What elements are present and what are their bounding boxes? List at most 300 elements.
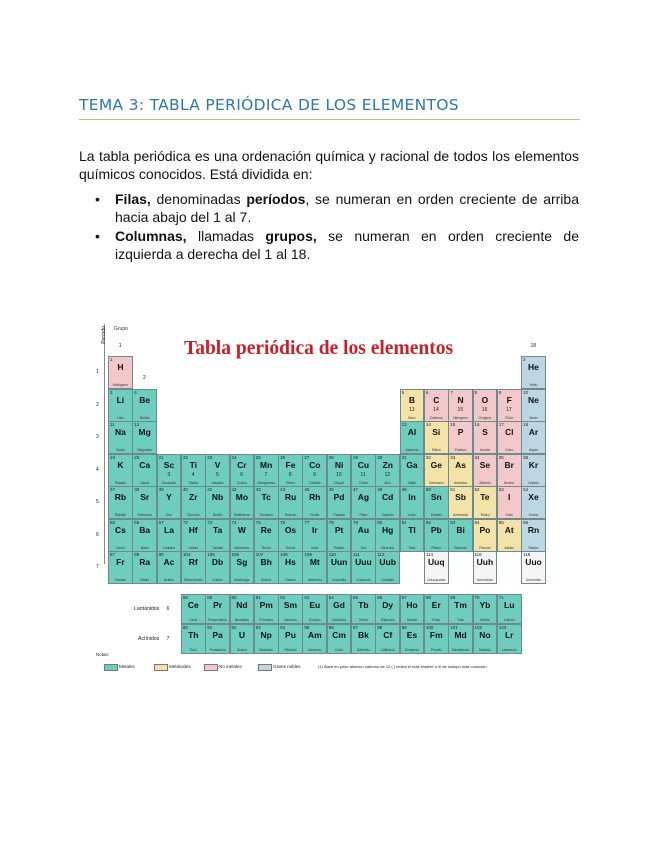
element-name: Escandio bbox=[162, 480, 176, 485]
element-symbol: Po bbox=[479, 524, 491, 535]
element-symbol: Sb bbox=[455, 492, 467, 502]
element-name: Rutherfordio bbox=[183, 578, 203, 582]
element-symbol: Li bbox=[116, 394, 125, 405]
group-number: 17 bbox=[506, 407, 512, 413]
element-cell-rf bbox=[181, 551, 206, 584]
element-cell-o bbox=[473, 389, 498, 422]
element-cell-bk bbox=[351, 624, 376, 655]
element-name: Cromo bbox=[236, 480, 247, 485]
element-symbol: Ru bbox=[284, 492, 297, 502]
element-cell-os bbox=[278, 519, 303, 552]
atomic-number: 109 bbox=[304, 552, 312, 557]
atomic-number: 27 bbox=[304, 454, 310, 460]
element-cell-ag bbox=[351, 486, 376, 519]
element-name: Silicio bbox=[431, 448, 441, 452]
element-symbol: Nb bbox=[211, 492, 224, 502]
element-cell-uuh bbox=[473, 551, 498, 584]
element-cell-in bbox=[400, 486, 425, 519]
element-cell-no bbox=[473, 624, 498, 655]
atomic-number: 38 bbox=[134, 487, 140, 492]
element-cell-tl bbox=[400, 519, 425, 552]
element-name: Flúor bbox=[505, 415, 514, 420]
element-name: Fermio bbox=[431, 648, 442, 652]
element-symbol: Co bbox=[309, 459, 321, 470]
atomic-number: 87 bbox=[110, 552, 116, 557]
atomic-number: 18 bbox=[523, 422, 529, 427]
element-cell-ce bbox=[181, 594, 206, 625]
element-name: Paladio bbox=[333, 513, 345, 517]
atomic-number: 37 bbox=[110, 487, 116, 492]
legend-nonmetal: No metales bbox=[219, 664, 242, 669]
element-symbol: Lu bbox=[504, 599, 515, 610]
element-symbol: I bbox=[508, 492, 511, 502]
atomic-number: 45 bbox=[304, 487, 310, 492]
element-cell-tm bbox=[448, 594, 473, 625]
element-symbol: Uuo bbox=[525, 557, 542, 567]
element-name: Uranio bbox=[236, 648, 247, 652]
bullet-bold: grupos, bbox=[265, 228, 317, 244]
element-symbol: Bi bbox=[456, 524, 465, 535]
element-cell-xe bbox=[521, 486, 546, 519]
group-number: 3 bbox=[167, 472, 171, 478]
atomic-number: 35 bbox=[498, 454, 504, 460]
element-cell-sg bbox=[230, 551, 255, 584]
element-name: Ununbio bbox=[381, 578, 395, 582]
atomic-number: 91 bbox=[207, 624, 213, 630]
element-cell-sc bbox=[157, 454, 182, 487]
element-name: Samario bbox=[284, 618, 297, 622]
page-title: TEMA 3: TABLA PERIÓDICA DE LOS ELEMENTOS bbox=[79, 96, 459, 114]
element-cell-s bbox=[473, 421, 498, 454]
atomic-number: 17 bbox=[498, 422, 504, 427]
element-name: Praseodimio bbox=[208, 618, 228, 622]
element-name: Rutenio bbox=[284, 513, 297, 517]
element-name: Tecnecio bbox=[259, 513, 273, 517]
element-name: Lantano bbox=[162, 545, 176, 550]
element-symbol: Os bbox=[284, 524, 297, 535]
element-symbol: Au bbox=[357, 524, 370, 535]
element-cell-uuq bbox=[424, 551, 449, 584]
element-name: Aluminio bbox=[405, 448, 419, 452]
element-symbol: Cm bbox=[332, 629, 346, 640]
element-name: Francio bbox=[114, 578, 127, 582]
bullet-text: , se numeran en orden creciente de arriba hacia abajo del 1 al 7. bbox=[115, 191, 579, 225]
atomic-number: 2 bbox=[523, 357, 526, 362]
element-name: Iridio bbox=[311, 545, 319, 550]
element-symbol: Mg bbox=[138, 427, 151, 437]
element-name: Cerio bbox=[189, 618, 198, 622]
element-symbol: La bbox=[164, 524, 174, 535]
element-name: Rubidio bbox=[114, 513, 127, 517]
element-cell-cf bbox=[375, 624, 400, 655]
element-name: Iterbio bbox=[480, 618, 490, 622]
element-symbol: Mo bbox=[235, 492, 249, 502]
element-symbol: Bk bbox=[357, 629, 369, 640]
element-name: Torio bbox=[189, 648, 197, 652]
atomic-number: 4 bbox=[134, 389, 137, 395]
element-symbol: Pm bbox=[259, 599, 273, 610]
element-cell-cr bbox=[230, 454, 255, 487]
atomic-number: 75 bbox=[255, 519, 261, 525]
element-symbol: Pr bbox=[213, 599, 223, 610]
element-symbol: Re bbox=[260, 524, 272, 535]
atomic-number: 61 bbox=[255, 594, 261, 600]
element-name: Yodo bbox=[505, 513, 513, 517]
element-symbol: W bbox=[237, 524, 246, 535]
element-symbol: Db bbox=[211, 557, 224, 567]
atomic-number: 104 bbox=[182, 552, 191, 557]
atomic-number: 62 bbox=[280, 594, 286, 600]
atomic-number: 26 bbox=[280, 454, 286, 460]
table-footnote: (1) Base en peso atómico carbono de 12 ( ) indica el más estable o el de isótopo más conocido. bbox=[318, 664, 488, 669]
element-symbol: Nd bbox=[236, 599, 248, 610]
element-name: Seaborgio bbox=[234, 578, 250, 582]
element-symbol: No bbox=[479, 629, 491, 640]
element-name: Oro bbox=[360, 545, 367, 550]
element-symbol: Hs bbox=[285, 557, 296, 567]
element-cell-u bbox=[230, 624, 255, 655]
element-name: Xenón bbox=[528, 513, 539, 517]
atomic-number: 16 bbox=[474, 422, 480, 427]
element-symbol: Es bbox=[406, 629, 418, 640]
element-cell-n bbox=[448, 389, 473, 422]
atomic-number: 92 bbox=[231, 624, 237, 630]
element-name: Astato bbox=[504, 545, 514, 550]
element-cell-th bbox=[181, 624, 206, 655]
atomic-number: 64 bbox=[328, 594, 334, 600]
element-symbol: Cr bbox=[237, 459, 247, 470]
bullet-text: llamadas bbox=[186, 228, 266, 244]
atomic-number: 10 bbox=[523, 389, 529, 395]
atomic-number: 80 bbox=[377, 519, 383, 525]
element-cell-ra bbox=[132, 551, 157, 584]
atomic-number: 23 bbox=[207, 454, 213, 460]
element-name: Berilio bbox=[139, 415, 150, 420]
element-name: Ununquadio bbox=[427, 578, 446, 582]
atomic-number: 85 bbox=[498, 519, 504, 525]
atomic-number: 94 bbox=[280, 624, 286, 630]
element-name: Erbio bbox=[432, 618, 441, 622]
atomic-number: 73 bbox=[207, 519, 213, 525]
list-item bbox=[79, 228, 579, 263]
element-symbol: V bbox=[214, 459, 221, 470]
element-name: Mercurio bbox=[381, 545, 395, 550]
element-cell-ge bbox=[424, 454, 449, 487]
atomic-number: 68 bbox=[425, 594, 431, 600]
atomic-number: 24 bbox=[231, 454, 237, 460]
element-symbol: H bbox=[117, 362, 124, 372]
element-cell-er bbox=[424, 594, 449, 625]
element-symbol: Uuq bbox=[428, 557, 445, 567]
element-cell-rb bbox=[108, 486, 133, 519]
element-symbol: Ir bbox=[311, 524, 318, 535]
element-name: Oxígeno bbox=[478, 415, 492, 420]
element-cell-mn bbox=[254, 454, 279, 487]
atomic-number: 8 bbox=[474, 389, 478, 395]
element-name: Titanio bbox=[188, 480, 199, 485]
element-name: Plomo bbox=[431, 545, 442, 550]
element-symbol: Yb bbox=[479, 599, 491, 610]
atomic-number: 59 bbox=[207, 594, 213, 600]
element-cell-au bbox=[351, 519, 376, 552]
element-name: Terbio bbox=[358, 618, 369, 622]
group-number: 9 bbox=[313, 472, 316, 478]
element-symbol: Pa bbox=[212, 629, 223, 640]
group-number: 8 bbox=[288, 472, 292, 478]
element-symbol: Uub bbox=[379, 557, 396, 567]
atomic-number: 112 bbox=[377, 552, 385, 557]
bullet-text: se numeran en orden creciente de izquierda a derecha del 1 al 18. bbox=[115, 228, 579, 262]
element-cell-p bbox=[448, 421, 473, 454]
atomic-number: 43 bbox=[255, 487, 261, 492]
element-cell-y bbox=[157, 486, 182, 519]
element-cell-ho bbox=[400, 594, 425, 625]
element-symbol: Hg bbox=[382, 524, 394, 535]
element-name: Californio bbox=[380, 648, 395, 652]
atomic-number: 88 bbox=[134, 552, 140, 557]
element-name: Magnesio bbox=[137, 448, 153, 452]
atomic-number: 1 bbox=[110, 357, 113, 362]
atomic-number: 49 bbox=[401, 487, 407, 492]
element-name: Ununhexio bbox=[476, 578, 493, 582]
atomic-number: 84 bbox=[474, 519, 480, 525]
element-name: Gadolinio bbox=[331, 618, 347, 622]
element-name: Circonio bbox=[187, 513, 200, 517]
atomic-number: 93 bbox=[255, 624, 261, 630]
element-symbol: Ac bbox=[163, 557, 175, 567]
element-symbol: Ca bbox=[139, 459, 151, 470]
element-name: Hidrógeno bbox=[112, 383, 129, 387]
atomic-number: 105 bbox=[207, 552, 215, 557]
element-name: Neodimio bbox=[234, 618, 250, 622]
element-cell-i bbox=[497, 486, 522, 519]
element-symbol: Uun bbox=[330, 557, 348, 567]
element-symbol: Cs bbox=[114, 524, 126, 535]
element-cell-uuu bbox=[351, 551, 376, 584]
element-symbol: F bbox=[506, 394, 512, 405]
bullet-text: denominadas bbox=[150, 191, 247, 207]
element-cell-al bbox=[400, 421, 425, 454]
element-name: Bismuto bbox=[454, 545, 467, 550]
element-cell-sr bbox=[132, 486, 157, 519]
element-name: Níquel bbox=[334, 480, 344, 485]
period-number: 6 bbox=[166, 605, 170, 612]
period-number: 6 bbox=[96, 531, 99, 538]
element-cell-uun bbox=[327, 551, 352, 584]
element-symbol: Fe bbox=[285, 459, 296, 470]
element-name: Radio bbox=[140, 578, 150, 582]
element-cell-na bbox=[108, 421, 133, 454]
title-underline bbox=[79, 119, 580, 120]
periodo-label: Período bbox=[100, 326, 107, 344]
legend-metal: Metales bbox=[119, 664, 135, 669]
atomic-number: 108 bbox=[280, 552, 288, 557]
element-symbol: Be bbox=[139, 394, 151, 405]
element-symbol: He bbox=[528, 362, 539, 372]
element-symbol: Ge bbox=[430, 459, 442, 470]
periodic-table-title: Tabla periódica de los elementos bbox=[184, 338, 454, 359]
element-name: Hassio bbox=[285, 578, 296, 582]
element-name: Prometio bbox=[259, 618, 273, 622]
element-symbol: Fm bbox=[429, 629, 443, 640]
element-cell-pa bbox=[205, 624, 230, 655]
element-cell-gd bbox=[327, 594, 352, 625]
element-name: Laurencio bbox=[501, 648, 517, 652]
element-cell-mo bbox=[230, 486, 255, 519]
atomic-number: 76 bbox=[280, 519, 286, 525]
element-symbol: Cu bbox=[357, 459, 370, 470]
atomic-number: 78 bbox=[328, 519, 334, 525]
element-cell-nd bbox=[230, 594, 255, 625]
element-name: Potasio bbox=[114, 480, 127, 485]
element-name: Selenio bbox=[479, 480, 491, 485]
element-name: Bromo bbox=[504, 480, 515, 485]
group-number: 13 bbox=[408, 407, 415, 413]
atomic-number: 42 bbox=[231, 487, 237, 492]
group-number: 10 bbox=[336, 472, 342, 478]
atomic-number: 56 bbox=[134, 519, 140, 525]
element-cell-be bbox=[132, 389, 157, 422]
element-name: Neón bbox=[529, 415, 538, 420]
group-number: 7 bbox=[264, 472, 268, 478]
atomic-number: 116 bbox=[474, 552, 482, 557]
element-name: Boro bbox=[408, 415, 416, 420]
atomic-number: 19 bbox=[110, 454, 116, 460]
element-symbol: Se bbox=[479, 459, 491, 470]
element-cell-cd bbox=[375, 486, 400, 519]
element-name: Radón bbox=[528, 545, 539, 550]
element-symbol: Cf bbox=[383, 629, 393, 640]
element-symbol: O bbox=[481, 394, 489, 405]
atomic-number: 29 bbox=[353, 454, 359, 460]
element-cell-hg bbox=[375, 519, 400, 552]
element-cell-f bbox=[497, 389, 522, 422]
element-symbol: Cl bbox=[504, 427, 514, 437]
atomic-number: 103 bbox=[498, 624, 507, 630]
element-name: Sodio bbox=[116, 448, 125, 452]
atomic-number: 100 bbox=[425, 624, 434, 630]
element-symbol: Al bbox=[407, 427, 417, 437]
atomic-number: 101 bbox=[450, 624, 458, 630]
element-name: Mendelevio bbox=[451, 648, 470, 652]
element-symbol: Cd bbox=[382, 492, 394, 502]
element-cell-pb bbox=[424, 519, 449, 552]
element-cell-k bbox=[108, 454, 133, 487]
element-name: Europio bbox=[308, 618, 321, 622]
element-cell-rn bbox=[521, 519, 546, 552]
element-cell-re bbox=[254, 519, 279, 552]
legend-swatch-metal bbox=[104, 664, 118, 671]
element-cell-mt bbox=[302, 551, 327, 584]
element-name: Nitrógeno bbox=[453, 415, 468, 420]
element-symbol: Er bbox=[431, 599, 441, 610]
element-cell-ne bbox=[521, 389, 546, 422]
element-name: Indio bbox=[408, 513, 416, 517]
element-cell-hs bbox=[278, 551, 303, 584]
element-cell-fm bbox=[424, 624, 449, 655]
element-symbol: Pt bbox=[334, 524, 344, 535]
atomic-number: 54 bbox=[523, 487, 529, 492]
element-symbol: U bbox=[238, 629, 245, 640]
element-name: Ununoctio bbox=[525, 578, 542, 582]
atomic-number: 69 bbox=[450, 594, 456, 600]
atomic-number: 90 bbox=[182, 624, 188, 630]
element-name: Hafnio bbox=[188, 545, 199, 550]
bullet-icon: • bbox=[95, 191, 100, 207]
element-cell-as bbox=[448, 454, 473, 487]
element-cell-cm bbox=[327, 624, 352, 655]
element-symbol: Br bbox=[504, 459, 514, 470]
atomic-number: 107 bbox=[255, 552, 264, 557]
element-cell-he bbox=[521, 356, 546, 389]
element-cell-fe bbox=[278, 454, 303, 487]
element-symbol: Zn bbox=[382, 459, 393, 470]
element-name: Fósforo bbox=[454, 448, 467, 452]
element-cell-db bbox=[205, 551, 230, 584]
atomic-number: 28 bbox=[328, 454, 334, 460]
element-cell-b bbox=[400, 389, 425, 422]
element-cell-ti bbox=[181, 454, 206, 487]
element-name: Nobelio bbox=[479, 648, 491, 652]
element-name: Germanio bbox=[428, 480, 444, 485]
element-name: Plutonio bbox=[284, 648, 297, 652]
element-symbol: Sn bbox=[430, 492, 442, 502]
element-symbol: Ag bbox=[357, 492, 370, 502]
atomic-number: 5 bbox=[401, 389, 405, 395]
element-cell-tb bbox=[351, 594, 376, 625]
periodo-axis bbox=[95, 324, 105, 564]
element-name: Hierro bbox=[285, 480, 296, 485]
element-symbol: Tl bbox=[408, 524, 416, 535]
element-symbol: Pb bbox=[430, 524, 442, 535]
element-cell-hf bbox=[181, 519, 206, 552]
atomic-number: 79 bbox=[353, 519, 359, 525]
atomic-number: 63 bbox=[304, 594, 310, 600]
element-symbol: Ce bbox=[187, 599, 199, 610]
atomic-number: 41 bbox=[207, 487, 213, 492]
element-name: Renio bbox=[261, 545, 271, 550]
element-cell-li bbox=[108, 389, 133, 422]
atomic-number: 96 bbox=[328, 624, 334, 630]
group-number: 16 bbox=[481, 407, 488, 413]
element-symbol: Hf bbox=[188, 524, 198, 535]
atomic-number: 95 bbox=[304, 624, 310, 630]
atomic-number: 25 bbox=[255, 454, 261, 460]
element-cell-co bbox=[302, 454, 327, 487]
atomic-number: 70 bbox=[474, 594, 480, 600]
intro-paragraph: La tabla periódica es una ordenación química y racional de todos los elementos químicos conocidos. Está dividida en: bbox=[79, 148, 579, 182]
element-name: Polonio bbox=[479, 545, 491, 550]
element-name: Azufre bbox=[479, 448, 490, 452]
atomic-number: 9 bbox=[498, 389, 502, 395]
element-symbol: Pu bbox=[285, 629, 296, 640]
actinides-label: Actínidos bbox=[138, 636, 160, 642]
element-cell-ar bbox=[521, 421, 546, 454]
element-cell-md bbox=[448, 624, 473, 655]
bullet-list bbox=[79, 191, 579, 265]
atomic-number: 14 bbox=[425, 422, 431, 427]
element-name: Litio bbox=[117, 415, 124, 420]
atomic-number: 53 bbox=[498, 487, 504, 492]
bullet-bold: Columnas, bbox=[115, 228, 187, 244]
period-number: 1 bbox=[96, 369, 99, 375]
element-symbol: Ne bbox=[528, 394, 539, 405]
element-symbol: Eu bbox=[309, 599, 321, 610]
element-cell-dy bbox=[375, 594, 400, 625]
element-name: Tántalo bbox=[211, 545, 224, 550]
element-name: Arsénico bbox=[453, 480, 468, 485]
atomic-number: 97 bbox=[353, 624, 359, 630]
